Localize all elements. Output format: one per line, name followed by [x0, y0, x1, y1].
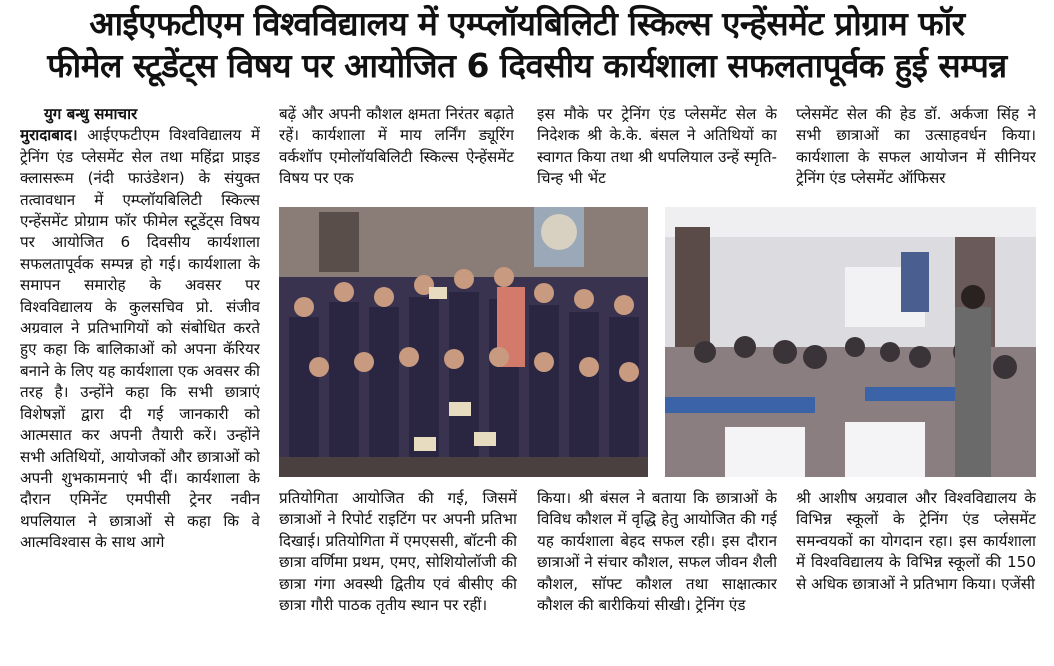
classroom-photo	[665, 207, 1036, 477]
byline: युग बन्धु समाचार	[44, 105, 138, 123]
column-2-top	[279, 104, 514, 200]
column-3-top-text: इस मौके पर ट्रेनिंग एंड प्लेसमेंट सेल के निदेशक श्री के.के. बंसल ने अतिथियों का स्वागत किया तथा श्री थपलियाल उन्हें स्मृति-चिन्ह भी भेंट	[537, 105, 777, 188]
headline-line-2: फीमेल स्टूडेंट्स विषय पर आयोजित 6 दिवसीय कार्यशाला सफलतापूर्वक हुई सम्पन्न	[47, 46, 1007, 85]
column-1-text: आईएफटीएम विश्वविद्यालय में ट्रेनिंग एंड प्लेसमेंट सेल तथा महिंद्रा प्राइड क्लासरूम (नंदी फाउंडेशन) के संयुक्त तत्वावधान में एम्प्लॉयबिलिटी स्किल्स एन्हेंसमेंट प्रोग्राम फॉर फीमेल स्टूडेंट्स विषय पर आयोजित 6 दिवसीय कार्यशाला सफलतापूर्वक सम्पन्न हो गई। कार्यशाला के समापन समारोह के अवसर पर विश्वविद्यालय के कुलसचिव प्रो. संजीव अग्रवाल ने प्रतिभागियों को संबोधित करते हुए कहा कि बालिकाओं को अपना कॅरियर बनाने के लिए यह कार्यशाला एक अवसर की तरह है। उन्होंने कहा कि सभी छात्राएं विशेषज्ञों द्वारा दी गई जानकारी को आत्मसात कर अपनी तैयारी करें। उन्होंने सभी अतिथियों, आयोजकों और छात्राओं को अपनी शुभकामनाएं भी दीं। कार्यशाला के दौरान एमिनेंट एमपीसी ट्रेनर नवीन थपलियाल ने छात्राओं से कहा कि वे आत्मविश्वास के साथ आगे	[20, 126, 260, 552]
column-4-top	[796, 104, 1036, 200]
column-1	[20, 104, 260, 664]
column-4-bottom-text: श्री आशीष अग्रवाल और विश्वविद्यालय के विभिन्न स्कूलों के ट्रेनिंग एंड प्लेसमेंट समन्वयकों का योगदान रहा। इस कार्यशाला में विश्वविद्यालय के विभिन्न स्कूलों की 150 से अधिक छात्राओं ने प्रतिभाग किया। एजेंसी	[796, 489, 1036, 593]
column-3-top	[537, 104, 777, 200]
column-2-bottom	[279, 488, 517, 664]
headline-line-1: आईएफटीएम विश्वविद्यालय में एम्प्लॉयबिलिटी स्किल्स एन्हेंसमेंट प्रोग्राम फॉर	[89, 4, 965, 43]
column-3-bottom	[537, 488, 777, 664]
group-photo	[279, 207, 648, 477]
column-2-bottom-text: प्रतियोगिता आयोजित की गई, जिसमें छात्राओं ने रिपोर्ट राइटिंग पर अपनी प्रतिभा दिखाई। प्रतियोगिता में एमएससी, बॉटनी की छात्रा वर्णिमा प्रथम, एमए, सोशियोलॉजी की छात्रा गंगा अवस्थी द्वितीय एवं बीसीए की छात्रा गौरी पाठक तृतीय स्थान पर रहीं।	[279, 489, 517, 615]
column-4-bottom	[796, 488, 1036, 664]
classroom-photo-image	[665, 207, 1036, 477]
column-4-top-text: प्लेसमेंट सेल की हेड डॉ. अर्कजा सिंह ने सभी छात्राओं का उत्साहवर्धन किया। कार्यशाला के सफल आयोजन में सीनियर ट्रेनिंग एंड प्लेसमेंट ऑफिसर	[796, 105, 1036, 188]
column-3-bottom-text: किया। श्री बंसल ने बताया कि छात्राओं के विविध कौशल में वृद्धि हेतु आयोजित की गई यह कार्यशाला बेहद सफल रही। इस दौरान छात्राओं ने संचार कौशल, सफल जीवन शैली कौशल, सॉफ्ट कौशल तथा साक्षात्कार कौशल की बारीकियां सीखी। ट्रेनिंग एंड	[537, 489, 777, 615]
group-photo-image	[279, 207, 648, 477]
column-2-top-text: बढ़ें और अपनी कौशल क्षमता निरंतर बढ़ाते रहें। कार्यशाला में माय लर्निंग ड्यूरिंग वर्कशॉप एमोलॉयबिलिटी स्किल्स ऐन्हेंसमेंट विषय पर एक	[279, 105, 514, 188]
dateline: मुरादाबाद।	[20, 126, 78, 145]
